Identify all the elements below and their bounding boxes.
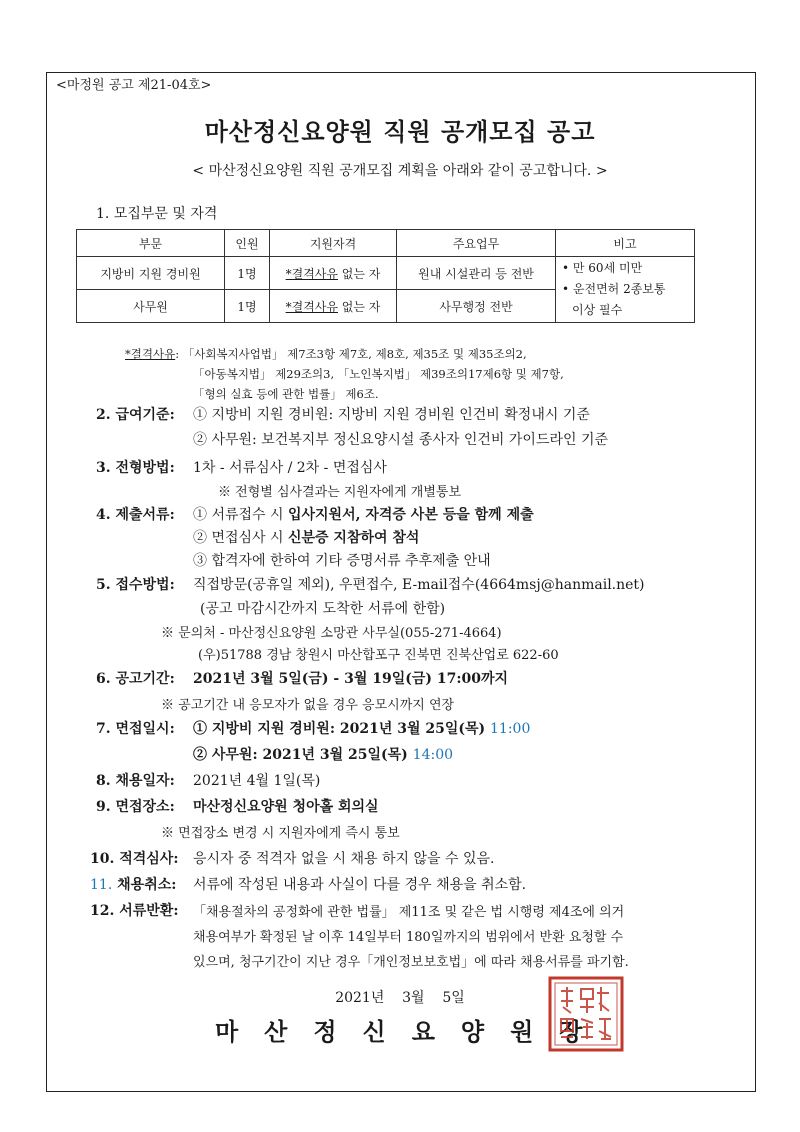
- section-12-line-1: 「채용절차의 공정화에 관한 법률」 제11조 및 같은 법 시행령 제4조에 의거: [193, 905, 625, 920]
- interview-time-1: 11:00: [490, 721, 531, 737]
- table-cell-qualification: [270, 257, 397, 290]
- table-header-row: [77, 230, 695, 257]
- section-5-line-2: (공고 마감시간까지 도착한 서류에 한함): [200, 601, 446, 617]
- note-line: 이상 필수: [572, 303, 623, 317]
- section-4-line-3: ③ 합격자에 한하여 기타 증명서류 추후제출 안내: [193, 553, 491, 569]
- section-11-value: 서류에 작성된 내용과 사실이 다를 경우 채용을 취소함.: [193, 877, 527, 893]
- table-cell-dept: 사무원: [77, 290, 225, 323]
- section-2-line-1: ① 지방비 지원 경비원: 지방비 지원 경비원 인건비 확정내시 기준: [193, 407, 590, 423]
- table-cell-duty: 원내 시설관리 등 전반: [397, 257, 556, 290]
- section-9-value: 마산정신요양원 청아홀 회의실: [193, 799, 379, 815]
- section-8-value: 2021년 4월 1일(목): [193, 773, 321, 789]
- table-header: 지원자격: [270, 230, 397, 257]
- disqualification-line-2: 「아동복지법」 제29조의3, 「노인복지법」 제39조의17제6항 및 제7항,: [193, 367, 564, 381]
- section-5-contact: ※ 문의처 - 마산정신요양원 소망관 사무실(055-271-4664): [161, 626, 502, 641]
- section-12-label: 12. 서류반환:: [90, 903, 179, 919]
- section-12-line-3: 있으며, 청구기간이 지난 경우「개인정보보호법」에 따라 채용서류를 파기함.: [193, 955, 629, 970]
- section-9-note: ※ 면접장소 변경 시 지원자에게 즉시 통보: [161, 826, 400, 841]
- section-3-line-1: 1차 - 서류심사 / 2차 - 면접심사: [193, 460, 387, 476]
- section-3-note: ※ 전형별 심사결과는 지원자에게 개별통보: [218, 485, 462, 500]
- section-4-line-1: ① 서류접수 시 입사지원서, 자격증 사본 등을 함께 제출: [193, 507, 534, 523]
- section-1-label: 1. 모집부문 및 자격: [96, 206, 218, 222]
- notice-number: <마정원 공고 제21-04호>: [56, 78, 212, 93]
- subtitle: < 마산정신요양원 직원 공개모집 계획을 아래와 같이 공고합니다. >: [192, 163, 608, 179]
- table-cell-count: 1명: [225, 290, 270, 323]
- disqualification-mark: *결격사유: [285, 266, 338, 281]
- table-cell-dept: 지방비 지원 경비원: [77, 257, 225, 290]
- section-5-address: (우)51788 경남 창원시 마산합포구 진북면 진북산업로 622-60: [198, 648, 559, 663]
- disqualification-mark: *결격사유: [285, 299, 338, 314]
- table-cell-count: 1명: [225, 257, 270, 290]
- qualification-text: 없는 자: [337, 299, 381, 314]
- section-5-label: 5. 접수방법:: [96, 577, 175, 593]
- table-cell-duty: 사무행정 전반: [397, 290, 556, 323]
- section-11-label: 11. 채용취소:: [90, 877, 177, 893]
- table-header: 주요업무: [397, 230, 556, 257]
- section-12-line-2: 채용여부가 확정된 날 이후 14일부터 180일까지의 범위에서 반환 요청할 수: [193, 930, 624, 945]
- qualification-text: 없는 자: [337, 266, 381, 281]
- section-9-label: 9. 면접장소:: [96, 799, 175, 815]
- section-8-label: 8. 채용일자:: [96, 773, 175, 789]
- section-3-label: 3. 전형방법:: [96, 460, 175, 476]
- section-4-line-2: ② 면접심사 시 신분증 지참하여 참석: [193, 530, 420, 546]
- table-cell-note: [556, 257, 695, 323]
- disqualification-line-1: *결격사유: 「사회복지사업법」 제7조3항 제7호, 제8호, 제35조 및 제35조의2,: [125, 347, 527, 361]
- interview-time-2: 14:00: [412, 747, 454, 763]
- table-cell-qualification: [270, 290, 397, 323]
- section-2-label: 2. 급여기준:: [96, 407, 175, 423]
- section-6-line-1: 2021년 3월 5일(금) - 3월 19일(금) 17:00까지: [193, 671, 509, 687]
- section-6-note: ※ 공고기간 내 응모자가 없을 경우 응모시까지 연장: [161, 698, 455, 713]
- table-row: [77, 257, 695, 290]
- section-7-label: 7. 면접일시:: [96, 721, 175, 737]
- disqualification-label: *결격사유: [125, 347, 176, 361]
- section-10-label: 10. 적격심사:: [90, 851, 179, 867]
- page-title: 마산정신요양원 직원 공개모집 공고: [204, 117, 596, 146]
- official-seal-icon: [547, 975, 625, 1053]
- section-7-line-1: ① 지방비 지원 경비원: 2021년 3월 25일(목) 11:00: [193, 721, 531, 737]
- note-line: • 만 60세 미만: [562, 261, 643, 275]
- table-header: 부문: [77, 230, 225, 257]
- disqualification-line-3: 「형의 실효 등에 관한 법률」 제6조.: [193, 387, 379, 401]
- table-header: 인원: [225, 230, 270, 257]
- section-5-line-1: 직접방문(공휴일 제외), 우편접수, E-mail접수(4664msj@hanmail.net): [193, 577, 645, 593]
- section-6-label: 6. 공고기간:: [96, 671, 175, 687]
- section-7-line-2: ② 사무원: 2021년 3월 25일(목) 14:00: [193, 747, 454, 763]
- issue-date: 2021년 3월 5일: [335, 990, 465, 1006]
- recruitment-table: [76, 229, 695, 323]
- table-header: 비고: [556, 230, 695, 257]
- section-2-line-2: ② 사무원: 보건복지부 정신요양시설 종사자 인건비 가이드라인 기준: [193, 432, 609, 448]
- note-line: • 운전면허 2종보통: [562, 282, 666, 296]
- organization-name: 마산정신요양원장: [215, 1017, 609, 1046]
- section-10-value: 응시자 중 적격자 없을 시 채용 하지 않을 수 있음.: [193, 851, 495, 867]
- section-4-label: 4. 제출서류:: [96, 507, 175, 523]
